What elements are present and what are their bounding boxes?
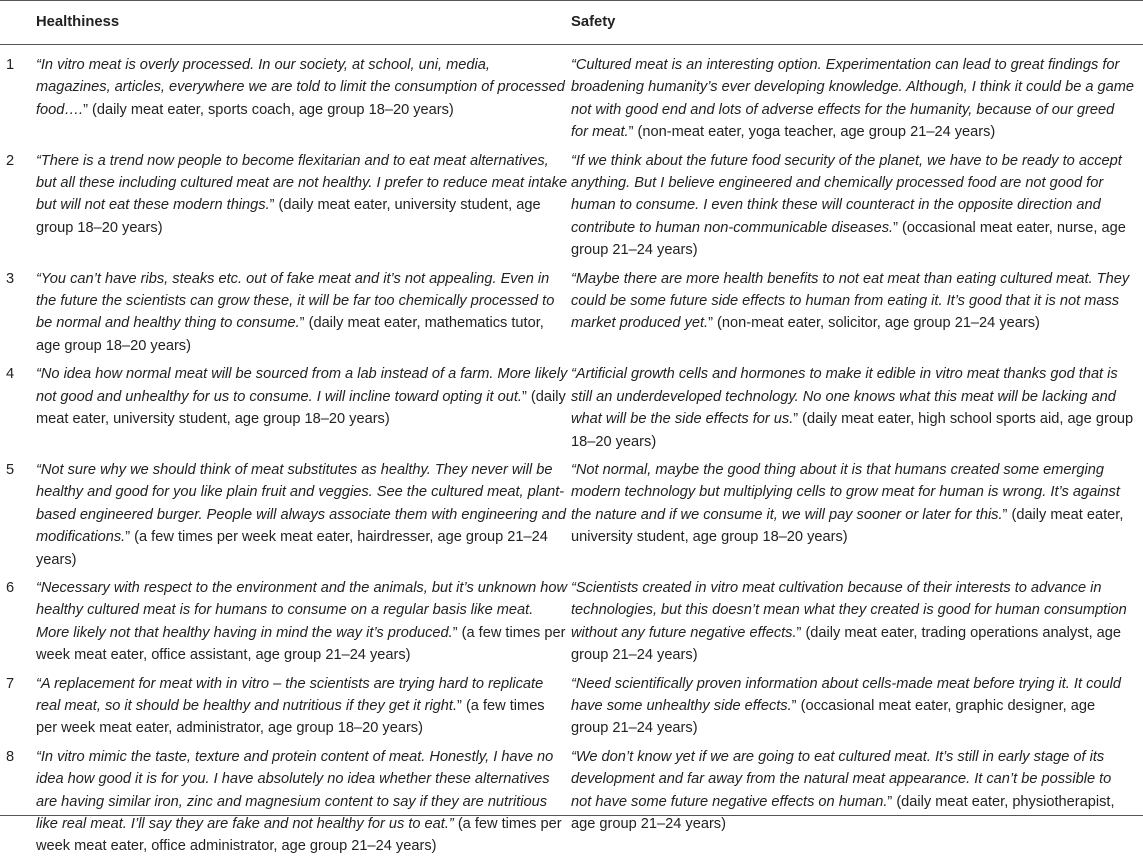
row-number: 5 <box>6 461 15 478</box>
healthiness-quote: “In vitro mimic the taste, texture and protein content of meat. Honestly, I have no idea how good it is for you. I have absolutely no idea whether these alternatives are having similar iron, zinc and magnesium content to say if they are nutritious like real meat. I’ll say they are fake and not healthy for us to eat.” <box>36 748 554 832</box>
row-number: 3 <box>6 270 15 287</box>
safety-cell <box>568 363 1143 453</box>
healthiness-attribution: ” (a few times per week meat eater, hairdresser, age group 21–24 years) <box>36 529 548 568</box>
header-healthiness: Healthiness <box>36 13 120 30</box>
safety-quote: “Need scientifically proven information about cells-made meat before trying it. It could have some unhealthy side effects. <box>571 675 1121 714</box>
healthiness-cell <box>36 363 568 453</box>
healthiness-cell <box>36 746 568 858</box>
safety-quote: “Not normal, maybe the good thing about it is that humans created some emerging modern technology but multiplying cells to grow meat for human is wrong. It’s against the nature and if we consume it, we will pay sooner or later for this. <box>571 461 1120 523</box>
safety-cell <box>568 268 1143 358</box>
safety-quote: “Scientists created in vitro meat cultivation because of their interests to advance in technologies, but this doesn’t mean what they created is good for human consumption without any future negative effects. <box>571 579 1127 641</box>
healthiness-quote: “No idea how normal meat will be sourced from a lab instead of a farm. More likely not good and unhealthy for us to consume. I will incline toward opting it out. <box>36 366 568 405</box>
safety-attribution: ” (daily meat eater, university student, age group 18–20 years) <box>571 506 1124 546</box>
safety-cell <box>568 673 1143 740</box>
table-body <box>0 44 1143 858</box>
healthiness-attribution: (a few times per week meat eater, office administrator, age group 21–24 years) <box>36 816 562 855</box>
table-row <box>0 673 1143 740</box>
healthiness-cell <box>36 459 568 571</box>
healthiness-quote: “A replacement for meat with in vitro – the scientists are trying hard to replicate real meat, so it should be healthy and nutritious if they get it right. <box>36 675 544 714</box>
healthiness-quote: “Necessary with respect to the environment and the animals, but it’s unknown how healthy cultured meat is for humans to consume on a regular basis like meat. More likely not that healthy having in mind the way it’s produced. <box>36 579 568 641</box>
row-number: 7 <box>6 675 15 692</box>
header-safety: Safety <box>571 13 616 30</box>
healthiness-attribution: ” (daily meat eater, university student, age group 18–20 years) <box>36 197 541 236</box>
safety-quote: “We don’t know yet if we are going to eat cultured meat. It’s still in early stage of its development and far away from the natural meat appearance. It can’t be possible to not have some future negative effects on human. <box>571 748 1112 810</box>
safety-quote: “Cultured meat is an interesting option. Experimentation can lead to great findings for broadening humanity’s ever developing knowledge. Although, I think it could be a game not with good end and lots of adverse effects for the humanity, because of our greed for meat. <box>571 57 1135 141</box>
table-row <box>0 268 1143 358</box>
safety-attribution: ” (non-meat eater, solicitor, age group 21–24 years) <box>708 315 1040 332</box>
row-number: 8 <box>6 748 15 765</box>
row-number: 6 <box>6 579 15 596</box>
healthiness-quote: “In vitro meat is overly processed. In our society, at school, uni, media, magazines, articles, everywhere we are told to limit the consumption of processed food…. <box>36 57 565 118</box>
safety-attribution: ” (daily meat eater, physiotherapist, age group 21–24 years) <box>571 793 1115 832</box>
healthiness-cell <box>36 150 568 262</box>
safety-cell <box>568 746 1143 858</box>
safety-cell <box>568 54 1143 144</box>
healthiness-attribution: ” (daily meat eater, mathematics tutor, age group 18–20 years) <box>36 315 544 354</box>
safety-cell <box>568 577 1143 667</box>
healthiness-quote: “Not sure why we should think of meat substitutes as healthy. They never will be healthy and good for you like plain fruit and veggies. See the cultured meat, plant-based engineered burger. People will always associate them with engineering and modifications. <box>36 461 567 546</box>
table-row <box>0 459 1143 571</box>
table-row <box>0 150 1143 262</box>
healthiness-attribution: ” (daily meat eater, university student, age group 18–20 years) <box>36 388 566 428</box>
healthiness-cell <box>36 54 568 144</box>
healthiness-quote: “There is a trend now people to become flexitarian and to eat meat alternatives, but all these including cultured meat are not healthy. I prefer to reduce meat intake but will not eat these modern things. <box>36 152 568 214</box>
table-row <box>0 577 1143 667</box>
safety-quote: “If we think about the future food security of the planet, we have to be ready to accept anything. But I believe engineered and chemically processed food are not good for human to consume. I even think these will counteract in the opposite direction and contribute to human non-communicable diseases. <box>571 152 1122 236</box>
safety-quote: “Artificial growth cells and hormones to make it edible in vitro meat thanks god that is still an underdeveloped technology. No one knows what this meat will be lacking and what will be the side effects for us. <box>571 366 1118 428</box>
table-row <box>0 363 1143 453</box>
table-row <box>0 54 1143 144</box>
healthiness-cell <box>36 577 568 667</box>
table-header-rule <box>0 44 1143 45</box>
table-header <box>0 0 1143 44</box>
healthiness-cell <box>36 268 568 358</box>
healthiness-attribution: ” (daily meat eater, sports coach, age group 18–20 years) <box>83 101 454 118</box>
table-row <box>0 746 1143 858</box>
table-top-rule <box>0 0 1143 1</box>
healthiness-cell <box>36 673 568 740</box>
safety-cell <box>568 459 1143 571</box>
safety-attribution: ” (occasional meat eater, graphic designer, age group 21–24 years) <box>571 697 1096 737</box>
healthiness-attribution: ” (a few times per week meat eater, administrator, age group 18–20 years) <box>36 697 545 737</box>
safety-cell <box>568 150 1143 262</box>
row-number: 2 <box>6 152 15 169</box>
safety-quote: “Maybe there are more health benefits to not eat meat than eating cultured meat. They could be some future side effects to human from eating it. It’s good that it is not mass market produced yet. <box>571 270 1130 332</box>
healthiness-attribution: ” (a few times per week meat eater, office assistant, age group 21–24 years) <box>36 624 566 664</box>
row-number: 4 <box>6 366 15 383</box>
safety-attribution: ” (non-meat eater, yoga teacher, age group 21–24 years) <box>628 124 996 141</box>
safety-attribution: ” (occasional meat eater, nurse, age group 21–24 years) <box>571 219 1126 259</box>
row-number: 1 <box>6 57 15 73</box>
healthiness-quote: “You can’t have ribs, steaks etc. out of fake meat and it’s not appealing. Even in the future the scientists can grow these, it will be far too chemically processed to be normal and healthy thing to consume. <box>36 270 555 332</box>
safety-attribution: ” (daily meat eater, trading operations analyst, age group 21–24 years) <box>571 624 1122 664</box>
safety-attribution: ” (daily meat eater, high school sports aid, age group 18–20 years) <box>571 411 1134 450</box>
